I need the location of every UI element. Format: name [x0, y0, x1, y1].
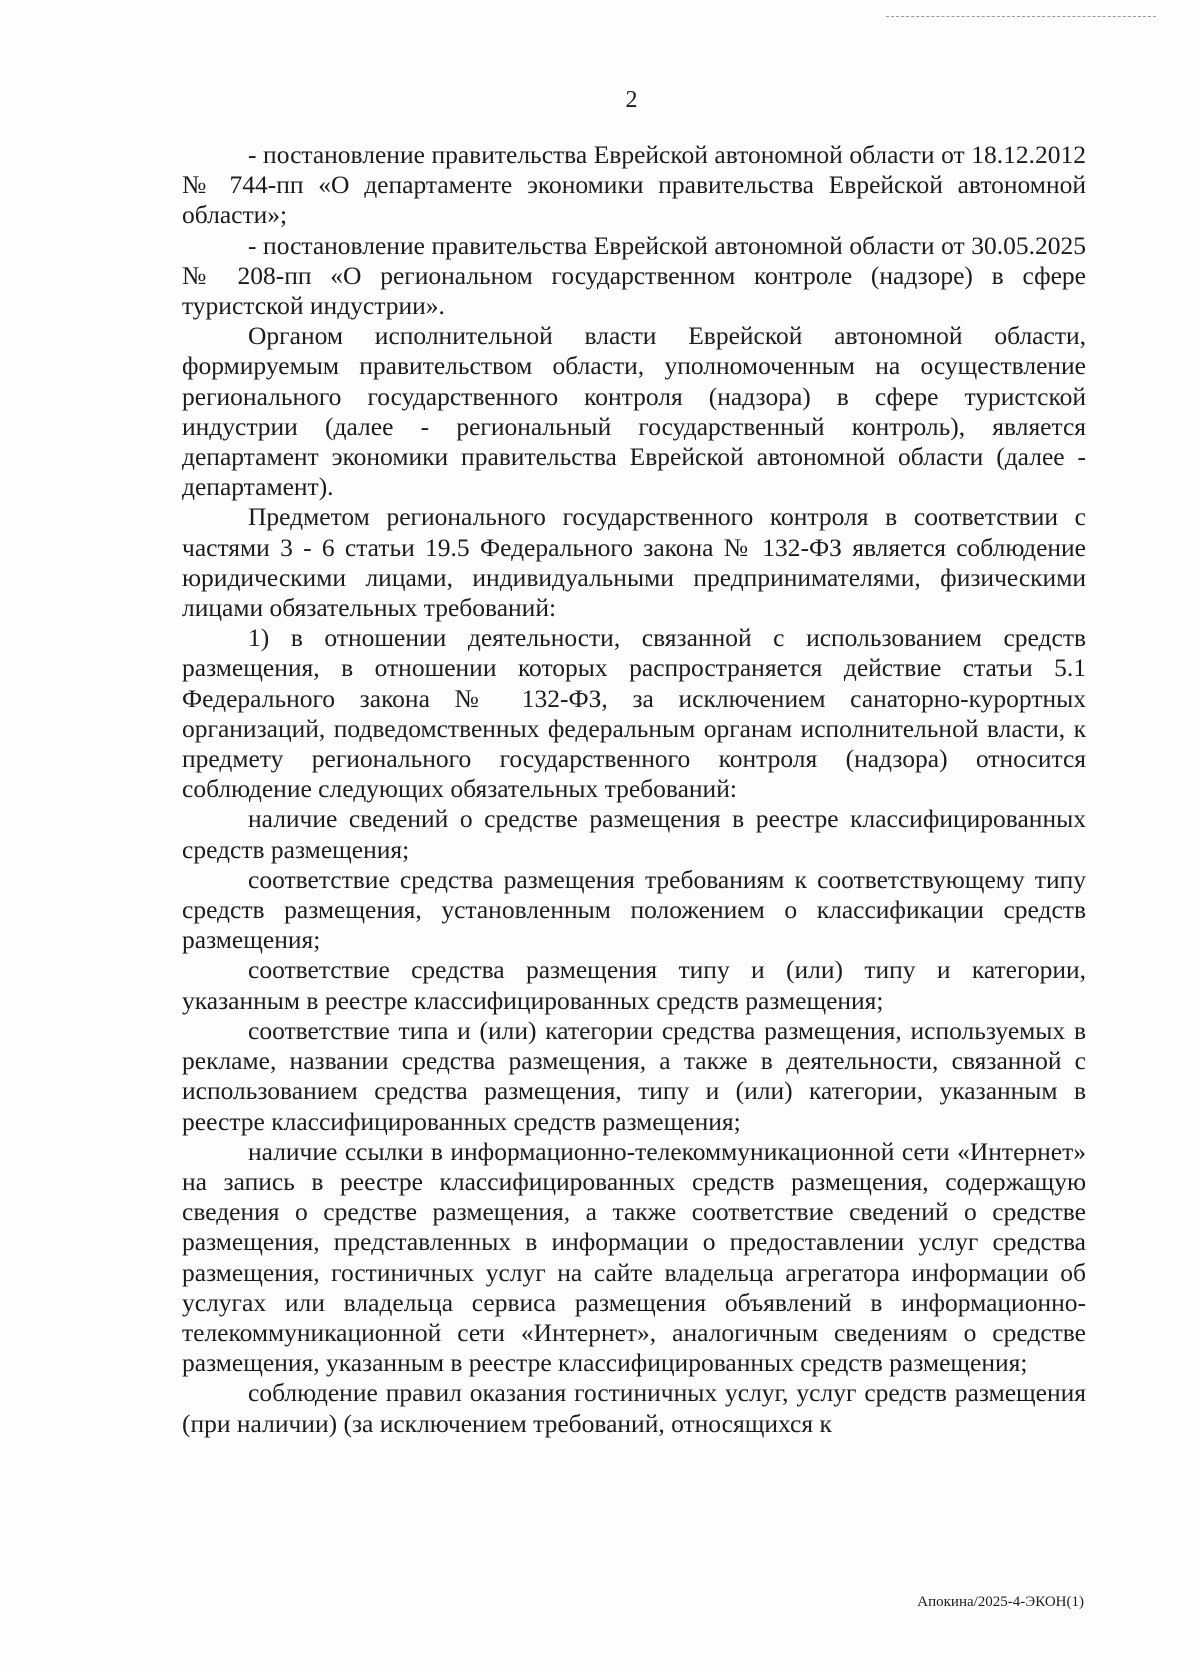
paragraph-requirement-internet-link: наличие ссылки в информационно-телекоммуникационной сети «Интернет» на запись в реестре классифицированных средств размещения, содержащую сведения о средстве размещения, а также соответствие сведений о средстве размещения, представленных в информации о предоставлении услуг средства размещения, гостиничных услуг на сайте владельца агрегатора информации об услугах или владельца сервиса размещения объявлений в информационно-телекоммуникационной сети «Интернет», аналогичным сведениям о средстве размещения, указанным в реестре классифицированных средств размещения;: [182, 1136, 1086, 1378]
scan-artifact: [886, 16, 1156, 21]
paragraph-requirement-advertising: соответствие типа и (или) категории средства размещения, используемых в рекламе, названии средства размещения, а также в деятельности, связанной с использованием средства размещения, типу и (или) категории, указанным в реестре классифицированных средств размещения;: [182, 1015, 1086, 1136]
paragraph-resolution-208: - постановление правительства Еврейской автономной области от 30.05.2025 № 208-пп «О региональном государственном контроле (надзоре) в сфере туристской индустрии».: [182, 230, 1086, 321]
paragraph-requirement-registry: наличие сведений о средстве размещения в реестре классифицированных средств размещения;: [182, 804, 1086, 864]
paragraph-item-1: 1) в отношении деятельности, связанной с использованием средств размещения, в отношении которых распространяется действие статьи 5.1 Федерального закона № 132-ФЗ, за исключением санаторно-курортных организаций, подведомственных федеральным органам исполнительной власти, к предмету регионального государственного контроля (надзора) относится соблюдение следующих обязательных требований:: [182, 623, 1086, 804]
paragraph-subject-of-control: Предметом регионального государственного контроля в соответствии с частями 3 - 6 статьи 19.5 Федерального закона № 132-ФЗ является соблюдение юридическими лицами, индивидуальными предпринимателями, физическими лицами обязательных требований:: [182, 502, 1086, 623]
paragraph-requirement-type-compliance: соответствие средства размещения требованиям к соответствующему типу средств размещения, установленным положением о классификации средств размещения;: [182, 864, 1086, 955]
document-reference: Апокина/2025-4-ЭКОН(1): [917, 1594, 1084, 1610]
paragraph-resolution-744: - постановление правительства Еврейской автономной области от 18.12.2012 № 744-пп «О департаменте экономики правительства Еврейской автономной области»;: [182, 140, 1086, 230]
paragraph-requirement-hotel-rules: соблюдение правил оказания гостиничных услуг, услуг средств размещения (при наличии) (за исключением требований, относящихся к: [182, 1378, 1086, 1438]
page-number: 2: [625, 87, 638, 113]
paragraph-authority: Органом исполнительной власти Еврейской автономной области, формируемым правительством области, уполномоченным на осуществление регионального государственного контроля (надзора) в сфере туристской индустрии (далее - региональный государственный контроль), является департамент экономики правительства Еврейской автономной области (далее - департамент).: [182, 321, 1086, 502]
document-body: [182, 140, 1086, 1439]
paragraph-requirement-category: соответствие средства размещения типу и (или) типу и категории, указанным в реестре классифицированных средств размещения;: [182, 955, 1086, 1015]
